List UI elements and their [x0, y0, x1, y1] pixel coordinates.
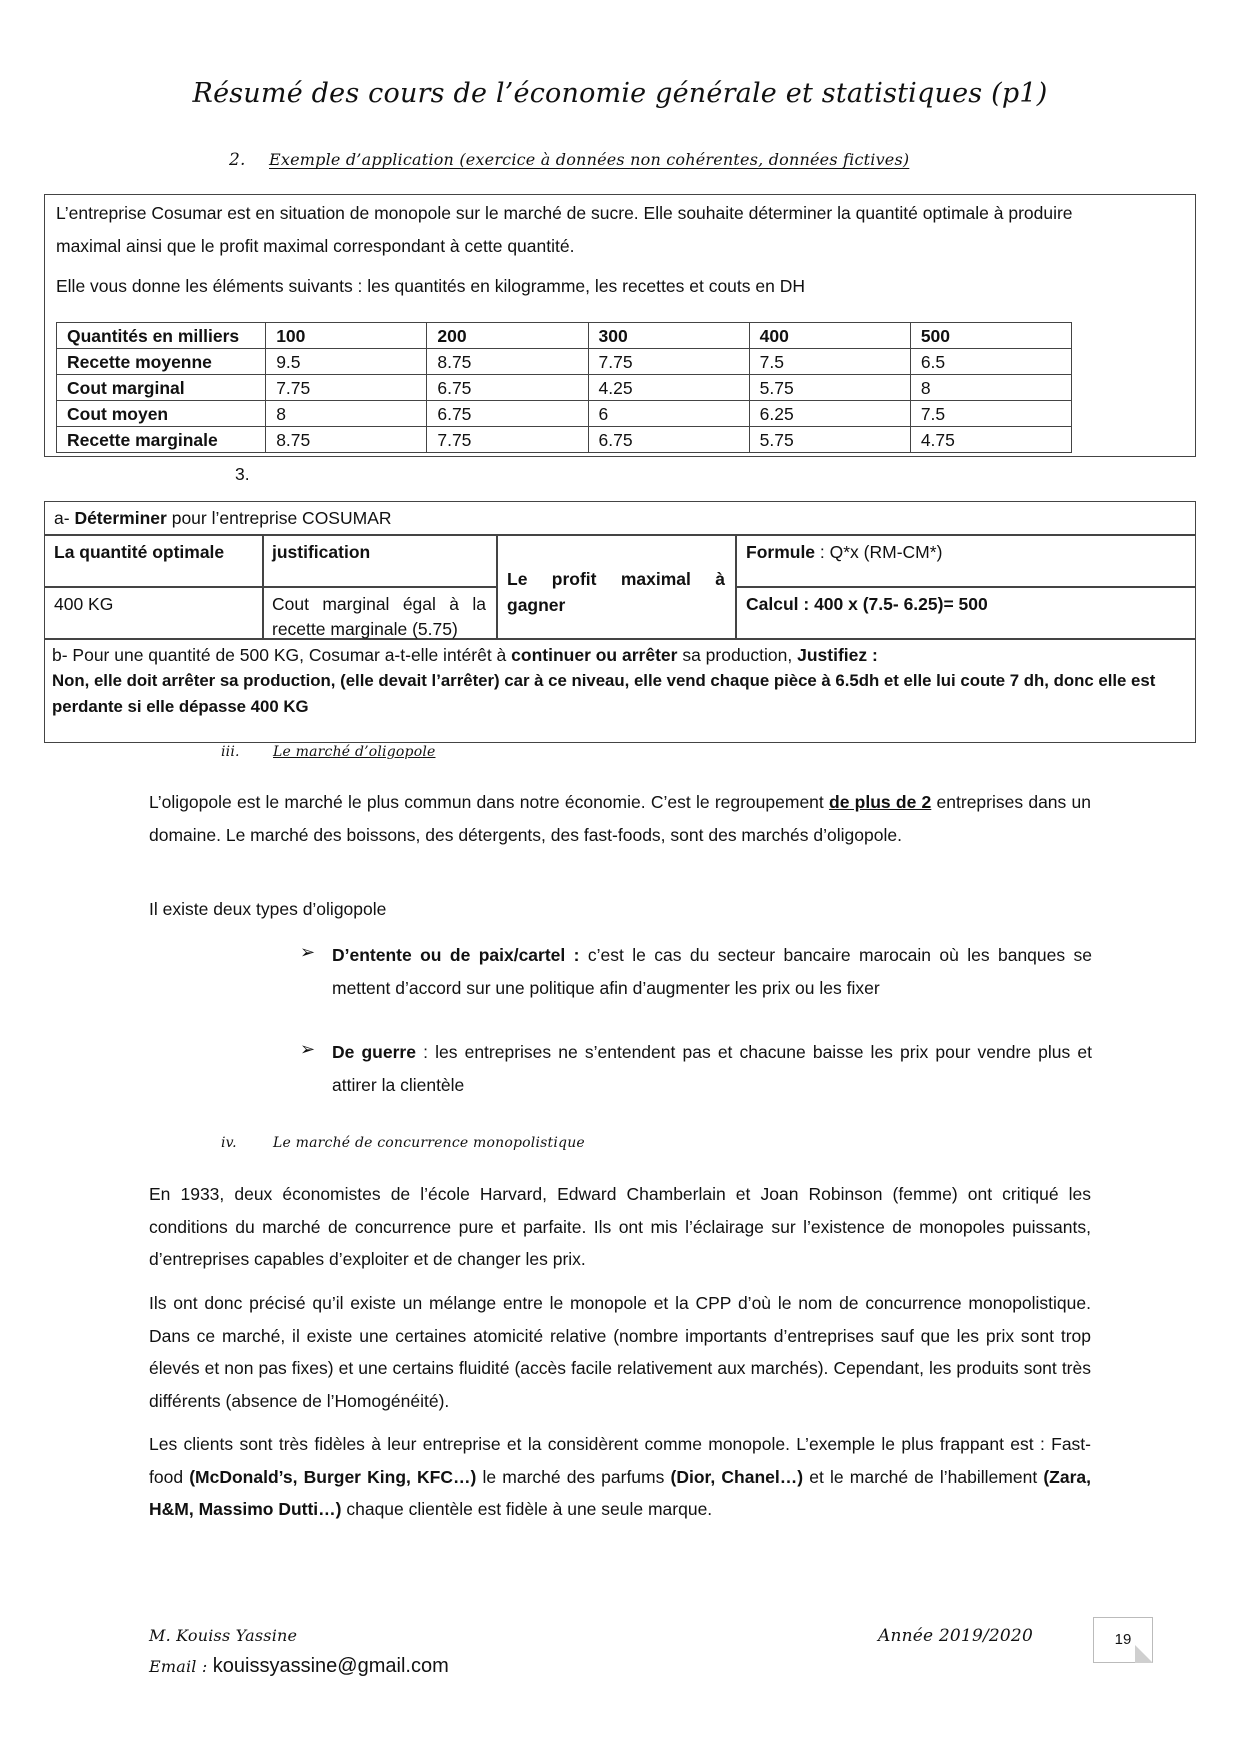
row-label: Cout marginal: [57, 375, 266, 401]
table-header-cell: 200: [427, 323, 588, 349]
formula-value: : Q*x (RM-CM*): [815, 542, 943, 562]
section-iii-heading: [221, 744, 621, 768]
calculation-value: Calcul : 400 x (7.5- 6.25)= 500: [746, 594, 988, 614]
page-title: Résumé des cours de l’économie générale et statistiques (p1): [192, 78, 1048, 109]
table-row: [57, 349, 1072, 375]
row-divider: [262, 586, 496, 588]
table-cell: 7.5: [910, 401, 1071, 427]
row-divider: [735, 586, 1196, 588]
bullet-text: [332, 939, 1092, 1004]
page-number: 19: [1114, 1631, 1132, 1648]
row-label: Recette moyenne: [57, 349, 266, 375]
bullet-item: [300, 939, 1092, 1004]
row-divider: [44, 534, 1196, 536]
arrow-bullet-icon: ➢: [300, 942, 316, 962]
question-b-text: [52, 642, 1192, 668]
section-number: iii.: [221, 744, 240, 760]
row-divider: [44, 638, 1196, 640]
para-text: le marché des parfums: [476, 1466, 671, 1487]
types-intro: Il existe deux types d’oligopole: [149, 899, 387, 919]
para-text: chaque clientèle est fidèle à une seule marque.: [341, 1499, 713, 1519]
footer-author: M. Kouiss Yassine: [149, 1626, 298, 1645]
col-justification-header: justification: [272, 542, 371, 562]
table-cell: 4.25: [588, 375, 749, 401]
bullet-item: [300, 1036, 1092, 1101]
para-text: et le marché de l’habillement: [803, 1466, 1044, 1487]
para-emphasis: (Dior, Chanel…): [670, 1466, 804, 1487]
question-b: [52, 642, 1192, 720]
col-divider: [496, 534, 498, 638]
concurrence-paragraph-1: En 1933, deux économistes de l’école Harvard, Edward Chamberlain et Joan Robinson (femme) ont critiqué les conditions du marché de concurrence pure et parfaite. Ils ont mis l’éclairage sur l’existence de monopoles puissants, d’entreprises capables d’exploiter et de changer les prix.: [149, 1184, 1091, 1269]
bullet-body: c’est le cas du secteur bancaire marocain où les banques se mettent d’accord sur une politique afin d’augmenter les prix ou les fixer: [332, 945, 1092, 998]
row-label: Cout moyen: [57, 401, 266, 427]
intro-line-2: maximal ainsi que le profit maximal correspondant à cette quantité.: [56, 235, 575, 256]
exercise-given: Elle vous donne les éléments suivants : les quantités en kilogramme, les recettes et couts en DH: [56, 276, 805, 296]
intro-line-1: L’entreprise Cosumar est en situation de monopole sur le marché de sucre. Elle souhaite déterminer la quantité optimale à produire: [56, 203, 1073, 223]
table-cell: 7.75: [588, 349, 749, 375]
table-cell: 8.75: [266, 427, 427, 453]
para-text: L’oligopole est le marché le plus commun dans notre économie. C’est le regroupement: [149, 792, 830, 812]
table-cell: 7.5: [749, 349, 910, 375]
col-divider: [735, 534, 737, 638]
table-cell: 6.75: [427, 375, 588, 401]
section-number: iv.: [221, 1135, 237, 1151]
table-cell: 6.75: [427, 401, 588, 427]
section-3-number: 3.: [235, 464, 250, 484]
justification-value: Cout marginal égal à la recette marginale (5.75): [272, 594, 486, 639]
table-cell: 4.75: [910, 427, 1071, 453]
question-a: [54, 506, 392, 530]
section-title: Exemple d’application (exercice à données non cohérentes, données fictives): [269, 150, 910, 169]
arrow-bullet-icon: ➢: [300, 1039, 316, 1059]
table-cell: 5.75: [749, 375, 910, 401]
table-header-cell: 400: [749, 323, 910, 349]
question-a-prefix: a-: [54, 508, 75, 528]
table-header-cell: 300: [588, 323, 749, 349]
section-title: Le marché d’oligopole: [273, 744, 436, 760]
col-quantity-header: La quantité optimale: [54, 542, 225, 562]
table-cell: 6.5: [910, 349, 1071, 375]
table-header-row: [57, 323, 1072, 349]
table-cell: 5.75: [749, 427, 910, 453]
table-cell: 8.75: [427, 349, 588, 375]
email-label: Email :: [149, 1657, 213, 1676]
table-cell: 6: [588, 401, 749, 427]
oligopole-paragraph: [149, 786, 1091, 851]
table-row: [57, 375, 1072, 401]
table-cell: 7.75: [427, 427, 588, 453]
exercise-intro: [56, 197, 1192, 262]
concurrence-paragraph-2: Ils ont donc précisé qu’il existe un mélange entre le monopole et la CPP d’où le nom de concurrence monopolistique. Dans ce marché, il existe une certaines atomicité relative (nombre importants d’entreprises sauf que les prix sont trop élevés et non pas fixes) et une certains fluidité (accès facile relativement aux marchés). Cependant, les produits sont très différents (absence de l’Homogénéité).: [149, 1293, 1091, 1411]
table-cell: 6.25: [749, 401, 910, 427]
question-a-bold: Déterminer: [74, 508, 167, 528]
section-title: Le marché de concurrence monopolistique: [273, 1135, 585, 1151]
para-text: Les clients sont très fidèles à leur entreprise et la considèrent comme monopole. L’exemple le plus frappant est : Fast-food: [149, 1434, 1091, 1487]
page-number-box: [1093, 1617, 1153, 1663]
question-b-prefix: b- Pour une quantité de 500 KG, Cosumar a-t-elle intérêt à: [52, 645, 512, 665]
table-header-cell: 500: [910, 323, 1071, 349]
row-label: Recette marginale: [57, 427, 266, 453]
row-divider: [44, 586, 262, 588]
data-table: [56, 322, 1072, 453]
section-number: 2.: [229, 150, 246, 170]
table-cell: 8: [910, 375, 1071, 401]
table-cell: 7.75: [266, 375, 427, 401]
table-cell: 6.75: [588, 427, 749, 453]
bullet-text: [332, 1036, 1092, 1101]
formula-label: Formule: [746, 542, 816, 562]
section-2-heading: [229, 150, 929, 174]
para-emphasis: (Zara, H&M, Massimo Dutti…): [149, 1466, 1091, 1519]
question-a-rest: pour l’entreprise COSUMAR: [166, 508, 392, 528]
bullet-bold: D’entente ou de paix/cartel :: [332, 945, 580, 965]
table-cell: 8: [266, 401, 427, 427]
para-text: entreprises dans un domaine. Le marché des boissons, des détergents, des fast-foods, sont des marchés d’oligopole.: [149, 792, 1091, 845]
question-b-bold1: continuer ou arrêter: [511, 645, 678, 665]
table-row: [57, 401, 1072, 427]
col-divider: [262, 534, 264, 638]
section-iv-heading: [221, 1135, 721, 1159]
para-emphasis: de plus de 2: [829, 792, 932, 812]
table-header-cell: Quantités en milliers: [57, 323, 266, 349]
table-header-cell: 100: [266, 323, 427, 349]
footer-email: [149, 1655, 449, 1678]
footer-year: Année 2019/2020: [878, 1626, 1033, 1646]
bullet-bold: De guerre: [332, 1042, 416, 1062]
para-emphasis: (McDonald’s, Burger King, KFC…): [189, 1466, 477, 1487]
email-address[interactable]: kouissyassine@gmail.com: [212, 1655, 449, 1677]
answer-b: Non, elle doit arrêter sa production, (elle devait l’arrêter) car à ce niveau, elle vend chaque pièce à 6.5dh et elle lui coute 7 dh, donc elle est perdante si elle dépasse 400 KG: [52, 671, 1156, 716]
col-profit-header: Le profit maximal à gagner: [507, 569, 725, 615]
question-b-bold2: Justifiez :: [797, 645, 878, 665]
bullet-body: : les entreprises ne s’entendent pas et chacune baisse les prix pour vendre plus et attirer la clientèle: [332, 1042, 1092, 1095]
optimal-quantity-value: 400 KG: [54, 594, 114, 614]
question-b-mid: sa production,: [677, 645, 798, 665]
page-curl-icon: [1135, 1645, 1153, 1663]
formula: [746, 540, 942, 564]
table-cell: 9.5: [266, 349, 427, 375]
table-row: [57, 427, 1072, 453]
concurrence-paragraph-3: [149, 1428, 1091, 1526]
